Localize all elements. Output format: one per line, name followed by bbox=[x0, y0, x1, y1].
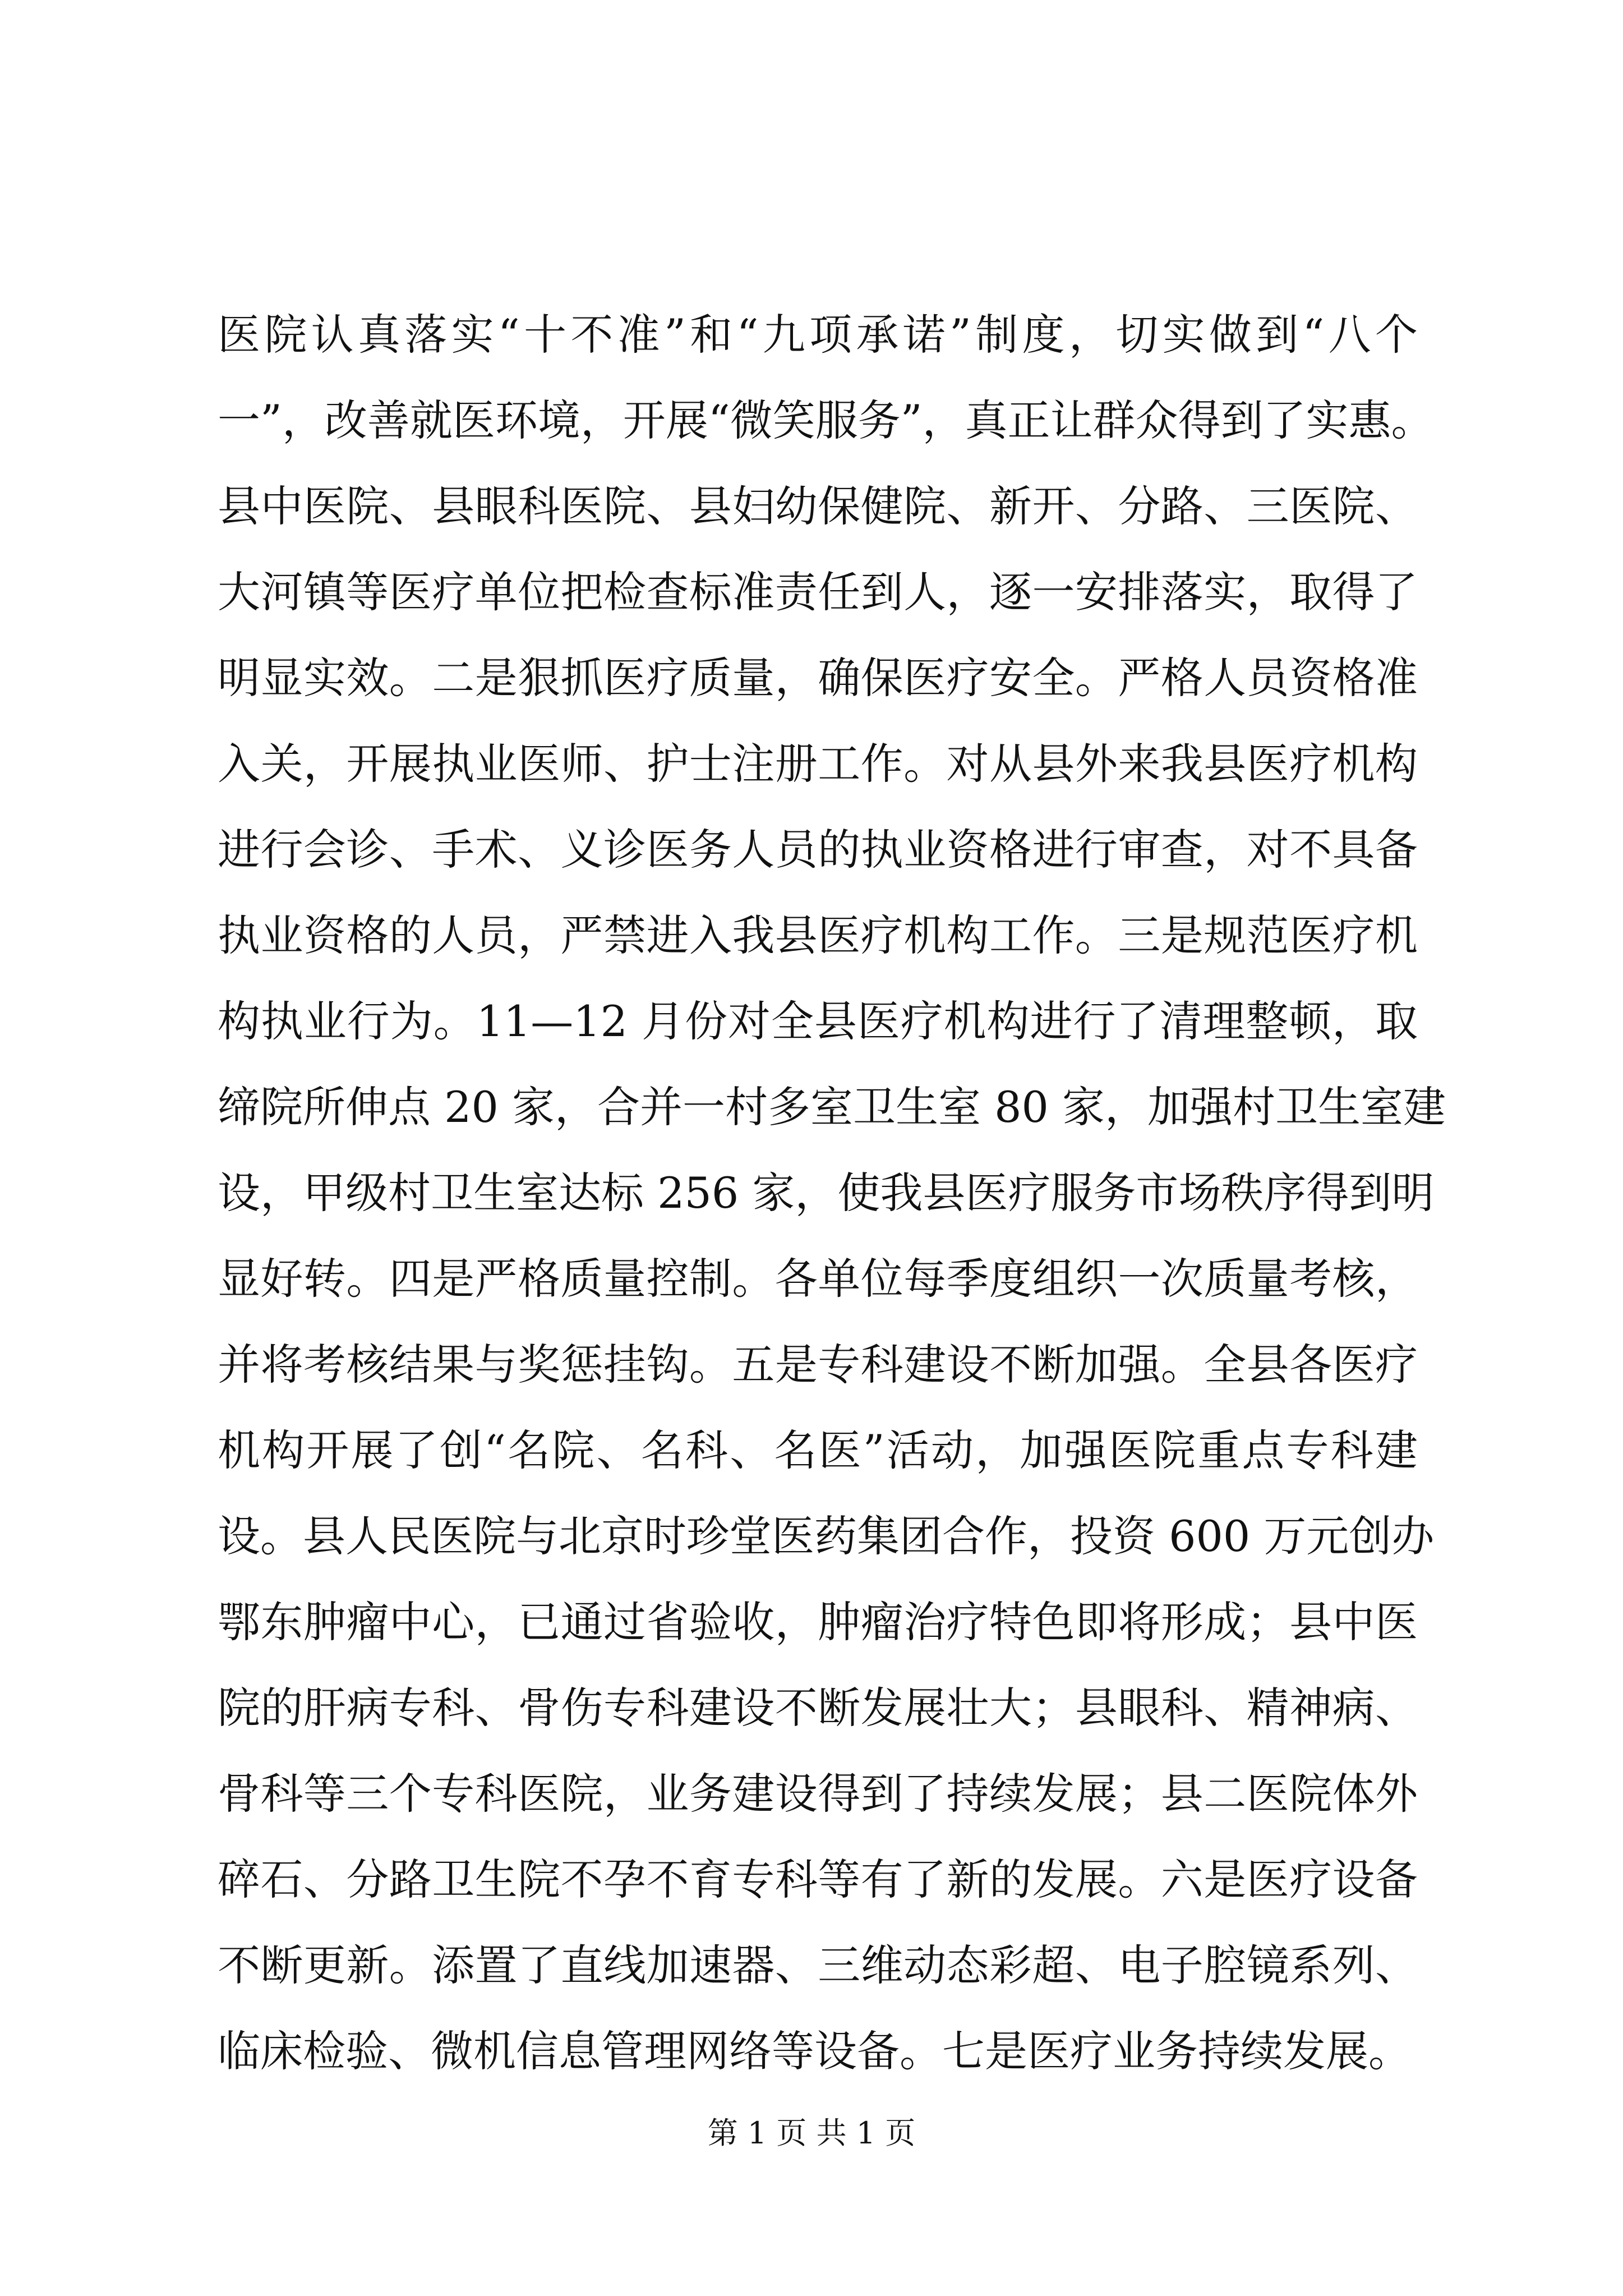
text-line: 入关，开展执业医师、护士注册工作。对从县外来我县医疗机构 bbox=[218, 739, 1418, 789]
text-line: 县中医院、县眼科医院、县妇幼保健院、新开、分路、三医院、 bbox=[218, 481, 1418, 531]
text-line: 构执业行为。11—12 月份对全县医疗机构进行了清理整顿，取 bbox=[218, 996, 1418, 1046]
text-line: 一”，改善就医环境，开展“微笑服务”，真正让群众得到了实惠。 bbox=[218, 395, 1434, 445]
text-line: 设。县人民医院与北京时珍堂医药集团合作，投资 600 万元创办 bbox=[218, 1511, 1435, 1561]
text-line: 医院认真落实“十不准”和“九项承诺”制度，切实做到“八个 bbox=[218, 310, 1418, 360]
text-line: 进行会诊、手术、义诊医务人员的执业资格进行审查，对不具备 bbox=[218, 825, 1418, 875]
text-line: 临床检验、微机信息管理网络等设备。七是医疗业务持续发展。 bbox=[218, 2026, 1411, 2076]
body-paragraph bbox=[218, 292, 1446, 2094]
text-line: 碎石、分路卫生院不孕不育专科等有了新的发展。六是医疗设备 bbox=[218, 1855, 1418, 1904]
text-line: 设，甲级村卫生室达标 256 家，使我县医疗服务市场秩序得到明 bbox=[218, 1168, 1435, 1218]
text-line: 执业资格的人员，严禁进入我县医疗机构工作。三是规范医疗机 bbox=[218, 910, 1418, 960]
text-line: 院的肝病专科、骨伤专科建设不断发展壮大；县眼科、精神病、 bbox=[218, 1683, 1418, 1733]
page-number-footer: 第 1 页 共 1 页 bbox=[707, 2115, 916, 2151]
text-line: 显好转。四是严格质量控制。各单位每季度组织一次质量考核， bbox=[218, 1254, 1418, 1304]
text-line: 大河镇等医疗单位把检查标准责任到人，逐一安排落实，取得了 bbox=[218, 567, 1418, 617]
text-line: 并将考核结果与奖惩挂钩。五是专科建设不断加强。全县各医疗 bbox=[218, 1340, 1418, 1389]
text-line: 鄂东肿瘤中心，已通过省验收，肿瘤治疗特色即将形成；县中医 bbox=[218, 1597, 1418, 1647]
text-line: 机构开展了创“名院、名科、名医”活动，加强医院重点专科建 bbox=[218, 1425, 1418, 1475]
text-line: 骨科等三个专科医院，业务建设得到了持续发展；县二医院体外 bbox=[218, 1769, 1418, 1819]
text-line: 明显实效。二是狠抓医疗质量，确保医疗安全。严格人员资格准 bbox=[218, 653, 1418, 703]
text-line: 缔院所伸点 20 家，合并一村多室卫生室 80 家，加强村卫生室建 bbox=[218, 1082, 1446, 1132]
text-line: 不断更新。添置了直线加速器、三维动态彩超、电子腔镜系列、 bbox=[218, 1940, 1418, 1990]
